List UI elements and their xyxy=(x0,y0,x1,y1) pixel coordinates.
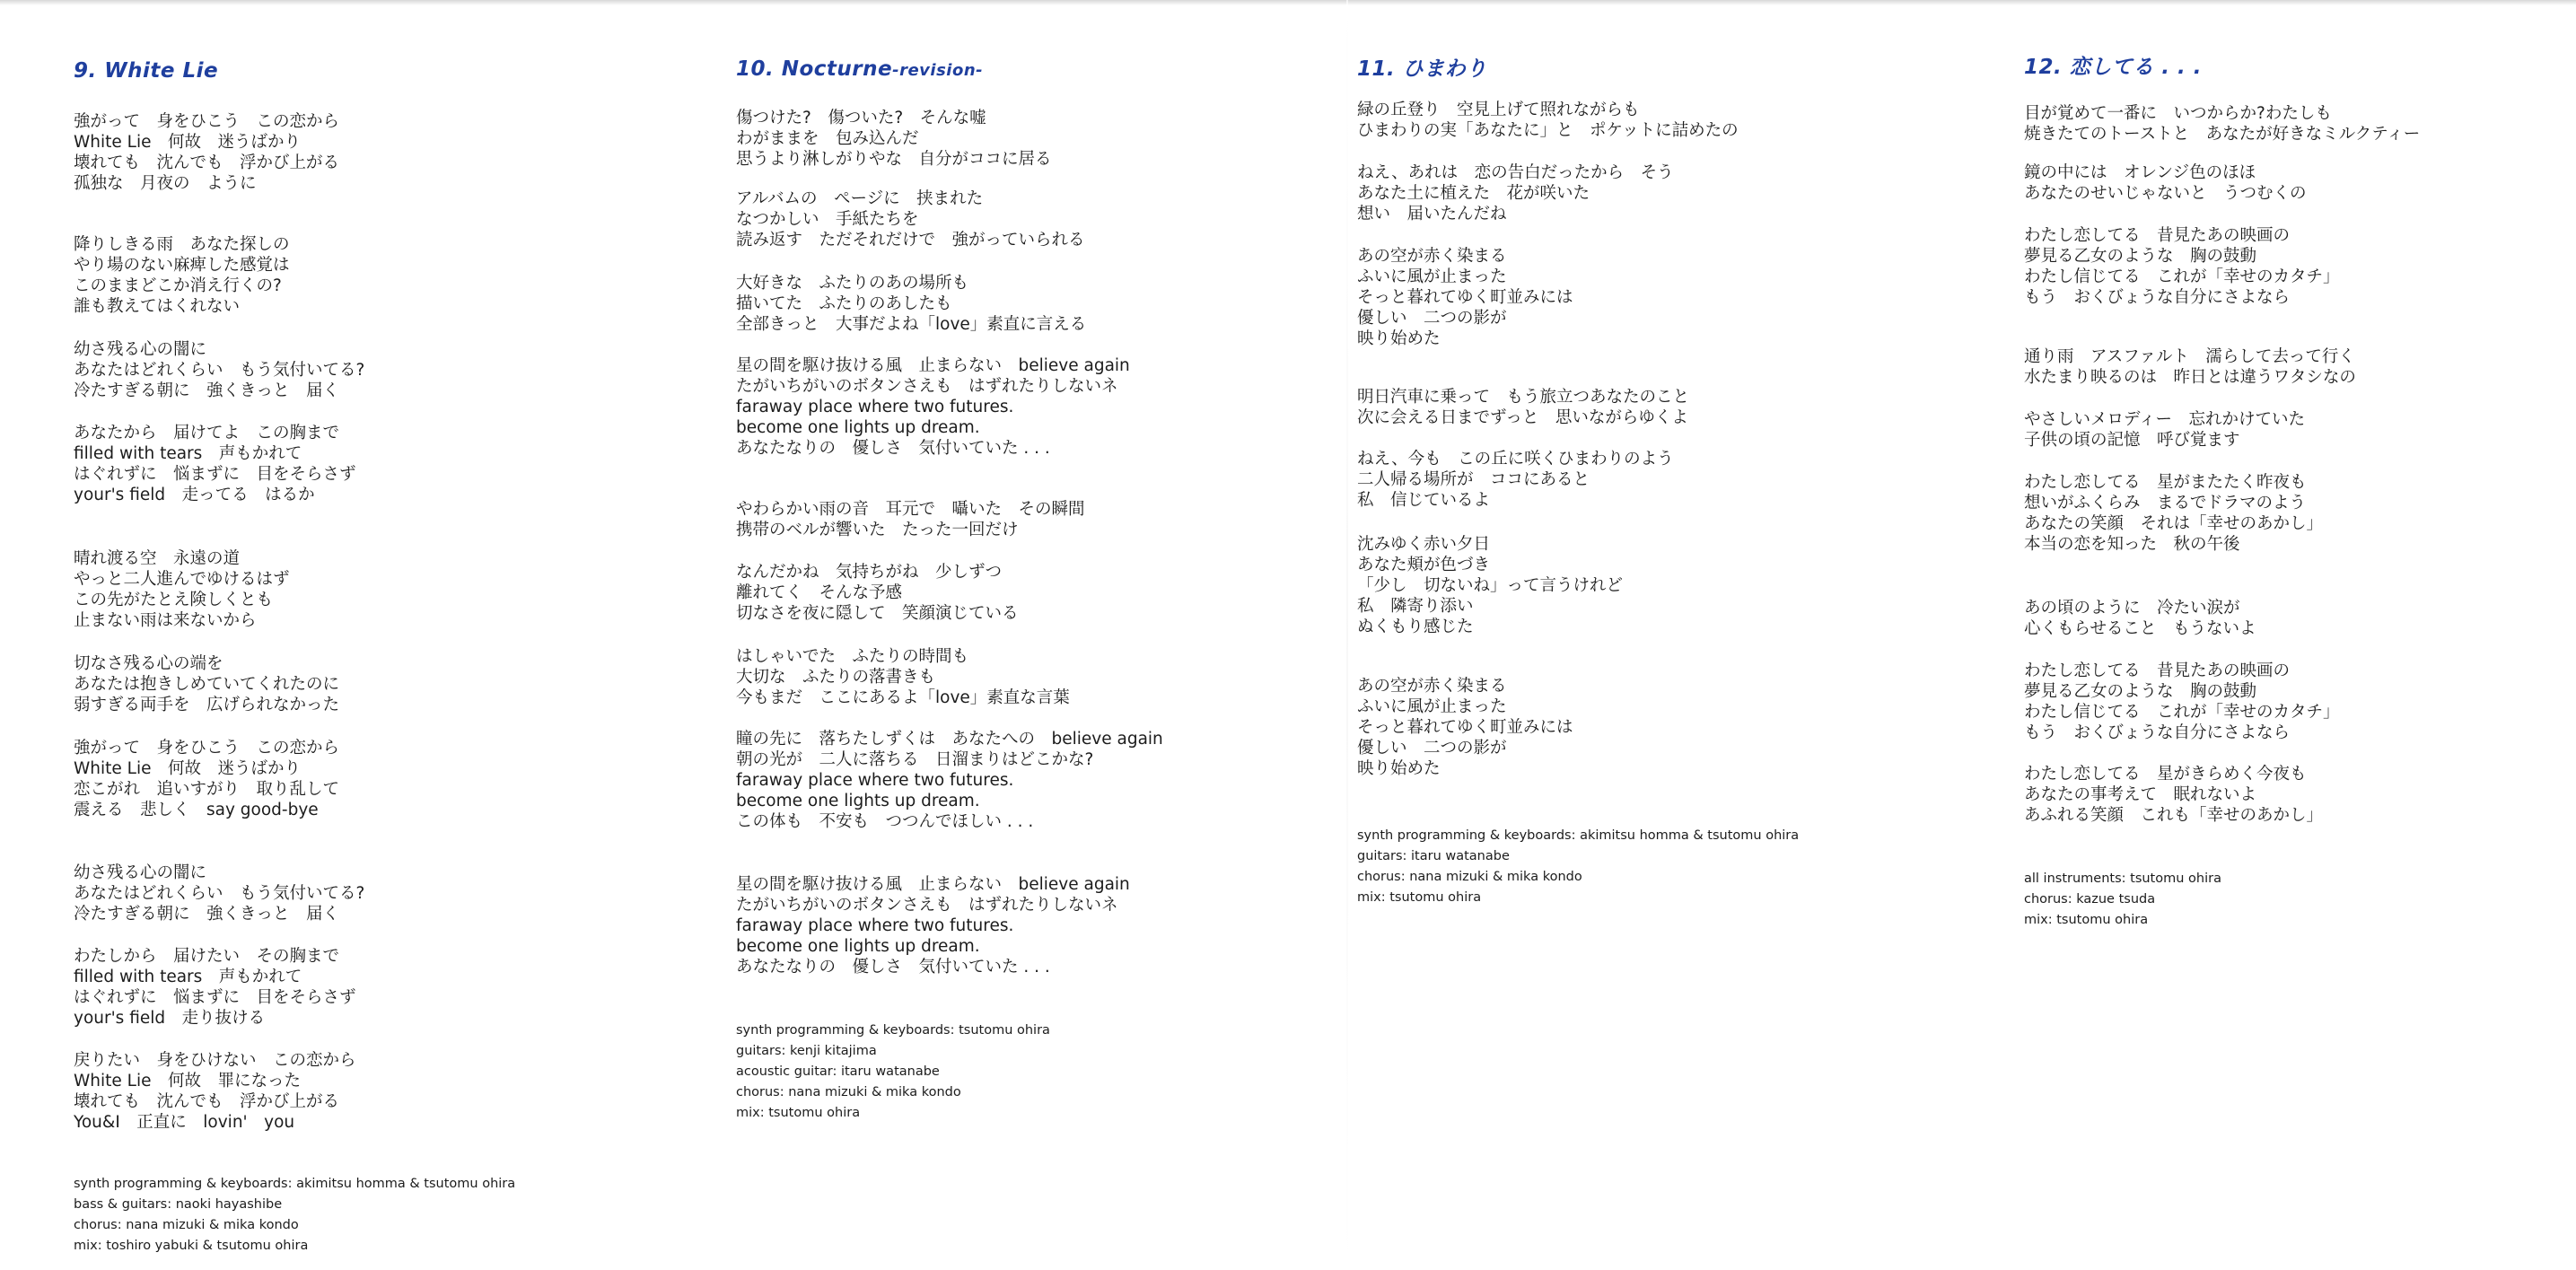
credit-line: all instruments: tsutomu ohira xyxy=(2024,871,2221,886)
lyric-line: filled with tears 声もかれて xyxy=(74,968,302,986)
lyric-line: 傷つけた? 傷ついた? そんな嘘 xyxy=(736,109,986,127)
credit-line: acoustic guitar: itaru watanabe xyxy=(736,1064,940,1079)
lyric-stanza xyxy=(2024,162,2307,204)
lyric-line: はしゃいでた ふたりの時間も xyxy=(736,647,969,666)
lyric-line: 想い 届いたんだね xyxy=(1357,205,1507,223)
lyric-line: 孤独な 月夜の ように xyxy=(74,174,257,193)
credit-line: mix: tsutomu ohira xyxy=(1357,890,1482,905)
lyric-line: White Lie 何故 迷うばかり xyxy=(74,759,302,778)
lyric-stanza xyxy=(1357,100,1739,141)
lyric-line: 誰も教えてはくれない xyxy=(74,297,241,316)
lyric-line: 星の間を駆け抜ける風 止まらない believe again xyxy=(736,875,1130,894)
lyric-line: faraway place where two futures. xyxy=(736,398,1014,416)
lyric-line: 携帯のベルが響いた たった一回だけ xyxy=(736,521,1019,539)
song-column-nocturne xyxy=(736,57,1346,1260)
song-credits xyxy=(1357,826,1799,908)
lyric-line: 切なさ残る心の端を xyxy=(74,654,223,673)
lyric-line: 沈みゆく赤い夕日 xyxy=(1357,535,1491,554)
lyric-line: 私 信じているよ xyxy=(1357,491,1491,510)
lyric-line: この先がたとえ険しくとも xyxy=(74,591,274,609)
lyric-line: 緑の丘登り 空見上げて照れながらも xyxy=(1357,101,1640,119)
lyric-line: become one lights up dream. xyxy=(736,792,980,810)
song-credits xyxy=(2024,869,2221,931)
lyric-line: 読み返す ただそれだけで 強がっていられる xyxy=(736,231,1085,250)
lyric-line: White Lie 何故 罪になった xyxy=(74,1072,302,1090)
lyric-line: わがままを 包み込んだ xyxy=(736,129,919,148)
lyric-line: あなたはどれくらい もう気付いてる? xyxy=(74,884,365,903)
lyric-line: やっと二人進んでゆけるはず xyxy=(74,570,290,589)
credit-line: chorus: kazue tsuda xyxy=(2024,892,2156,907)
lyric-line: ねえ、今も この丘に咲くひまわりのよう xyxy=(1357,450,1674,469)
lyric-stanza xyxy=(1357,676,1573,779)
lyric-line: 優しい 二つの影が xyxy=(1357,739,1507,758)
lyric-stanza xyxy=(736,499,1085,540)
credit-line: chorus: nana mizuki & mika kondo xyxy=(1357,870,1582,884)
credit-line: guitars: itaru watanabe xyxy=(1357,849,1510,863)
lyric-line: 強がって 身をひこう この恋から xyxy=(74,112,340,131)
lyric-line: 冷たすぎる朝に 強くきっと 届く xyxy=(74,381,340,400)
lyric-line: 通り雨 アスファルト 濡らして去って行く xyxy=(2024,347,2355,366)
lyric-line: 映り始めた xyxy=(1357,759,1441,778)
lyric-line: become one lights up dream. xyxy=(736,937,980,956)
lyric-line: 戻りたい 身をひけない この恋から xyxy=(74,1051,356,1070)
lyric-line: そっと暮れてゆく町並みには xyxy=(1357,288,1573,307)
lyric-line: あの空が赤く染まる xyxy=(1357,247,1507,266)
lyric-line: わたしから 届けたい その胸まで xyxy=(74,947,340,966)
lyric-line: あなたの笑顔 それは「幸せのあかし」 xyxy=(2024,514,2324,533)
lyric-line: 思うより淋しがりやな 自分がココに居る xyxy=(736,150,1052,169)
lyric-line: この体も 不安も つつんでほしい . . . xyxy=(736,812,1034,831)
lyric-stanza xyxy=(1357,162,1674,224)
lyric-line: 夢見る乙女のような 胸の鼓動 xyxy=(2024,247,2257,266)
lyric-line: 壊れても 沈んでも 浮かび上がる xyxy=(74,153,340,172)
lyric-line: わたし恋してる 星がまたたく昨夜も xyxy=(2024,473,2307,492)
credit-line: guitars: kenji kitajima xyxy=(736,1044,877,1058)
credit-line: chorus: nana mizuki & mika kondo xyxy=(736,1085,961,1099)
lyric-line: 止まない雨は来ないから xyxy=(74,611,257,630)
lyric-line: White Lie 何故 迷うばかり xyxy=(74,133,302,152)
lyric-line: あなたのせいじゃないと うつむくの xyxy=(2024,184,2307,203)
lyric-line: わたし恋してる 昔見たあの映画の xyxy=(2024,661,2291,680)
lyric-line: 今もまだ ここにあるよ「love」素直な言葉 xyxy=(736,688,1070,707)
lyric-line: あの頃のように 冷たい涙が xyxy=(2024,599,2240,617)
lyric-line: なんだかね 気持ちがね 少しずつ xyxy=(736,563,1003,582)
lyric-stanza xyxy=(2024,661,2340,743)
lyric-line: やわらかい雨の音 耳元で 囁いた その瞬間 xyxy=(736,500,1085,519)
lyric-line: 全部きっと 大事だよね「love」素直に言える xyxy=(736,315,1087,334)
lyric-line: はぐれずに 悩まずに 目をそらさず xyxy=(74,465,356,484)
song-column-himawari xyxy=(1357,52,1967,1255)
song-title-text: 9. White Lie xyxy=(74,59,219,83)
lyric-line: your's field 走ってる はるか xyxy=(74,486,315,504)
lyric-stanza xyxy=(736,188,1085,250)
lyric-line: 水たまり映るのは 昨日とは違うワタシなの xyxy=(2024,368,2356,387)
song-credits xyxy=(736,1020,1050,1124)
lyric-line: ふいに風が止まった xyxy=(1357,697,1507,716)
lyric-stanza xyxy=(736,874,1130,977)
lyric-line: ひまわりの実「あなたに」と ポケットに詰めたの xyxy=(1357,121,1739,140)
lyric-stanza xyxy=(1357,449,1674,511)
lyric-line: 強がって 身をひこう この恋から xyxy=(74,739,340,758)
lyric-line: あなた土に植えた 花が咲いた xyxy=(1357,184,1590,203)
lyric-stanza xyxy=(74,423,356,505)
lyric-line: あなたから 届けてよ この胸まで xyxy=(74,424,340,442)
scan-edge xyxy=(0,0,2576,5)
lyric-stanza xyxy=(736,646,1070,708)
lyric-line: あなたの事考えて 眠れないよ xyxy=(2024,785,2257,804)
lyric-stanza xyxy=(1357,246,1573,349)
lyric-line: あなたはどれくらい もう気付いてる? xyxy=(74,361,365,380)
song-title-text: 11. ひまわり xyxy=(1357,57,1487,81)
song-column-koishiteru xyxy=(2024,50,2576,1253)
lyric-line: やり場のない麻痺した感覚は xyxy=(74,256,290,275)
lyric-line: 弱すぎる両手を 広げられなかった xyxy=(74,696,340,714)
lyric-line: your's field 走り抜ける xyxy=(74,1009,266,1028)
lyric-line: アルバムの ページに 挟まれた xyxy=(736,189,984,208)
lyric-line: 離れてく そんな予感 xyxy=(736,583,903,602)
lyric-line: 大切な ふたりの落書きも xyxy=(736,668,936,687)
song-title xyxy=(74,59,218,83)
credit-line: synth programming & keyboards: tsutomu ohira xyxy=(736,1023,1050,1038)
lyric-line: もう おくびょうな自分にさよなら xyxy=(2024,723,2291,742)
credit-line: mix: tsutomu ohira xyxy=(736,1106,861,1120)
lyric-line: 震える 悲しく say good-bye xyxy=(74,801,319,819)
lyric-stanza xyxy=(736,273,1086,335)
lyric-line: 映り始めた xyxy=(1357,329,1441,348)
lyric-line: ねえ、あれは 恋の告白だったから そう xyxy=(1357,163,1674,182)
lyric-line: 本当の恋を知った 秋の午後 xyxy=(2024,535,2240,554)
song-title xyxy=(736,57,983,81)
lyric-line: はぐれずに 悩まずに 目をそらさず xyxy=(74,988,356,1007)
lyric-line: もう おくびょうな自分にさよなら xyxy=(2024,288,2291,307)
lyric-line: そっと暮れてゆく町並みには xyxy=(1357,718,1573,737)
lyric-line: 冷たすぎる朝に 強くきっと 届く xyxy=(74,905,340,924)
lyric-line: You&I 正直に lovin' you xyxy=(74,1113,295,1132)
lyric-stanza xyxy=(2024,225,2340,308)
lyric-line: 夢見る乙女のような 胸の鼓動 xyxy=(2024,682,2257,701)
lyric-stanza xyxy=(74,653,339,715)
lyric-stanza xyxy=(74,946,356,1029)
lyric-line: ふいに風が止まった xyxy=(1357,267,1507,286)
lyric-stanza xyxy=(736,355,1130,459)
lyric-line: 子供の頃の記憶 呼び覚ます xyxy=(2024,431,2240,450)
lyric-line: あなた頬が色づき xyxy=(1357,556,1491,574)
lyric-line: わたし信じてる これが「幸せのカタチ」 xyxy=(2024,267,2340,286)
lyric-stanza xyxy=(74,1050,356,1133)
lyric-stanza xyxy=(74,548,290,631)
lyric-line: 想いがふくらみ まるでドラマのよう xyxy=(2024,494,2306,512)
song-title-text: 12. 恋してる . . . xyxy=(2024,56,2202,79)
lyric-stanza xyxy=(74,234,290,317)
page-fold xyxy=(1346,0,1348,1270)
lyric-stanza xyxy=(2024,346,2356,388)
lyric-stanza xyxy=(74,863,364,924)
lyric-line: 切なさを夜に隠して 笑顔演じている xyxy=(736,604,1019,623)
lyric-stanza xyxy=(2024,598,2256,639)
lyric-line: filled with tears 声もかれて xyxy=(74,444,302,463)
credit-line: mix: toshiro yabuki & tsutomu ohira xyxy=(74,1239,309,1253)
lyric-line: 星の間を駆け抜ける風 止まらない believe again xyxy=(736,356,1130,375)
lyric-stanza xyxy=(74,111,339,194)
lyric-line: あなたなりの 優しさ 気付いていた . . . xyxy=(736,958,1050,977)
lyric-line: 恋こがれ 追いすがり 取り乱して xyxy=(74,780,340,799)
lyric-line: やさしいメロディー 忘れかけていた xyxy=(2024,410,2306,429)
lyric-line: 壊れても 沈んでも 浮かび上がる xyxy=(74,1092,340,1111)
lyric-line: 朝の光が 二人に落ちる 日溜まりはどこかな? xyxy=(736,750,1094,769)
lyric-line: 優しい 二つの影が xyxy=(1357,309,1507,328)
lyric-stanza xyxy=(74,738,339,820)
lyric-line: 降りしきる雨 あなた探しの xyxy=(74,235,290,254)
song-title xyxy=(2024,50,2202,80)
lyric-line: faraway place where two futures. xyxy=(736,771,1014,790)
credit-line: mix: tsutomu ohira xyxy=(2024,913,2149,927)
credit-line: chorus: nana mizuki & mika kondo xyxy=(74,1218,299,1232)
lyric-line: 焼きたてのトーストと あなたが好きなミルクティー xyxy=(2024,125,2421,144)
lyric-line: 「少し 切ないね」って言うけれど xyxy=(1357,576,1624,595)
lyric-line: faraway place where two futures. xyxy=(736,916,1014,935)
lyric-line: 大好きな ふたりのあの場所も xyxy=(736,274,969,293)
lyric-line: 明日汽車に乗って もう旅立つあなたのこと xyxy=(1357,388,1690,407)
lyric-line: 心くもらせること もうないよ xyxy=(2024,619,2256,638)
lyric-line: 晴れ渡る空 永遠の道 xyxy=(74,549,241,568)
song-column-white-lie xyxy=(74,59,684,1262)
song-credits xyxy=(74,1174,515,1257)
lyric-line: このままどこか消え行くの? xyxy=(74,276,282,295)
lyric-stanza xyxy=(736,108,1052,170)
lyric-line: ぬくもり感じた xyxy=(1357,617,1474,636)
lyric-line: なつかしい 手紙たちを xyxy=(736,210,919,229)
lyric-stanza xyxy=(74,339,364,401)
credit-line: bass & guitars: naoki hayashibe xyxy=(74,1197,283,1212)
credit-line: synth programming & keyboards: akimitsu homma & tsutomu ohira xyxy=(74,1177,516,1191)
lyric-line: あの空が赤く染まる xyxy=(1357,677,1507,696)
lyric-line: 幼さ残る心の闇に xyxy=(74,340,207,359)
lyric-line: 私 隣寄り添い xyxy=(1357,597,1474,616)
lyric-stanza xyxy=(1357,534,1623,637)
lyric-line: あふれる笑顔 これも「幸せのあかし」 xyxy=(2024,806,2324,825)
song-title-text: 10. Nocturne xyxy=(736,57,893,81)
lyric-stanza xyxy=(736,729,1163,832)
lyric-stanza xyxy=(2024,764,2323,826)
lyric-line: 次に会える日までずっと 思いながらゆくよ xyxy=(1357,408,1688,427)
lyric-line: あなたなりの 優しさ 気付いていた . . . xyxy=(736,439,1050,458)
lyric-line: わたし恋してる 昔見たあの映画の xyxy=(2024,226,2291,245)
lyric-stanza xyxy=(2024,409,2305,451)
credit-line: synth programming & keyboards: akimitsu homma & tsutomu ohira xyxy=(1357,828,1800,843)
lyric-stanza xyxy=(1357,387,1689,428)
lyric-line: 鏡の中には オレンジ色のほほ xyxy=(2024,163,2256,182)
lyric-line: あなたは抱きしめていてくれたのに xyxy=(74,675,340,694)
lyric-stanza xyxy=(2024,472,2323,555)
lyric-line: 瞳の先に 落ちたしずくは あなたへの believe again xyxy=(736,730,1163,749)
lyric-line: わたし恋してる 星がきらめく今夜も xyxy=(2024,765,2307,784)
lyric-line: 幼さ残る心の闇に xyxy=(74,863,207,882)
song-subtitle: -revision- xyxy=(892,61,984,80)
lyric-line: 目が覚めて一番に いつからか?わたしも xyxy=(2024,104,2332,123)
lyric-line: たがいちがいのボタンさえも はずれたりしないネ xyxy=(736,896,1118,915)
lyric-line: 描いてた ふたりのあしたも xyxy=(736,294,952,313)
lyric-line: わたし信じてる これが「幸せのカタチ」 xyxy=(2024,703,2340,722)
lyric-stanza xyxy=(736,562,1019,624)
lyric-line: become one lights up dream. xyxy=(736,418,980,437)
lyric-stanza xyxy=(2024,103,2420,145)
lyric-line: たがいちがいのボタンさえも はずれたりしないネ xyxy=(736,377,1118,396)
lyric-line: 二人帰る場所が ココにあると xyxy=(1357,470,1590,489)
song-title xyxy=(1357,52,1487,82)
